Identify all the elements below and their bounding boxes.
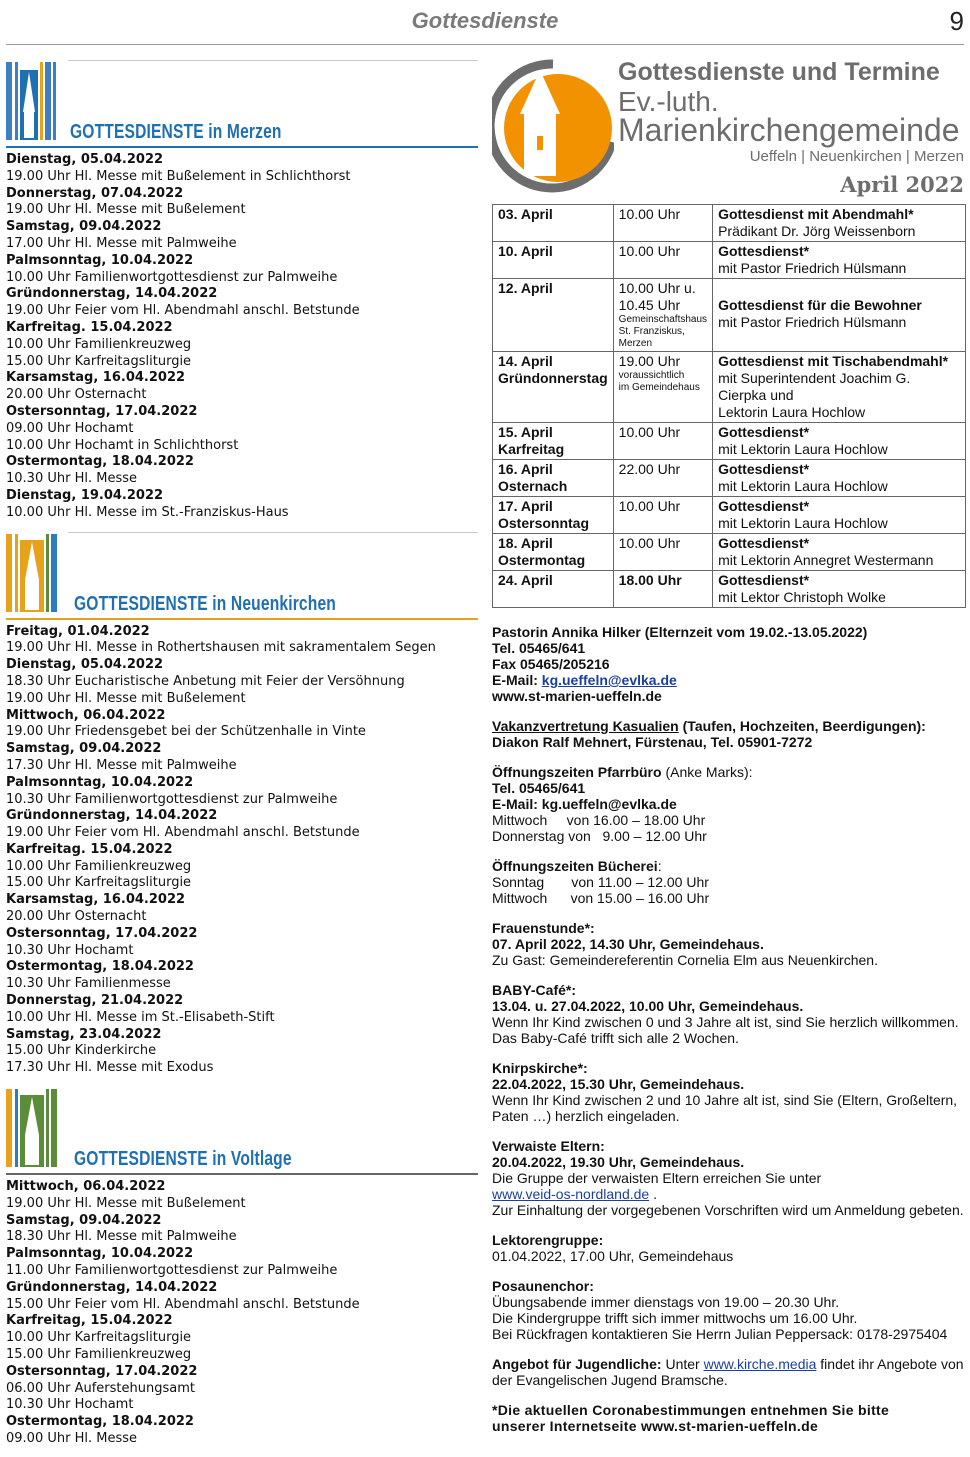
schedule-line: 10.00 Uhr Familienwortgottesdienst zur Palmweihe <box>6 269 338 285</box>
schedule-date: Karsamstag, 16.04.2022 <box>6 370 186 386</box>
schedule-line: 10.00 Uhr Familienkreuzweg <box>6 858 192 874</box>
schedule-time: 10.00 Uhr <box>613 242 712 279</box>
schedule-service: Gottesdienst mit Tischabendmahl* mit Superintendent Joachim G. Cierpka und Lektorin Laura Hochlow <box>713 352 966 423</box>
schedule-time: 18.00 Uhr <box>613 571 712 608</box>
schedule-line: 10.00 Uhr Hl. Messe im St.-Franziskus-Haus <box>6 504 289 520</box>
neuenkirchen-section-title: GOTTESDIENSTE in Neuenkirchen <box>74 592 336 615</box>
schedule-day: 16. April Osternach <box>493 460 614 497</box>
schedule-line: 15.00 Uhr Familienkreuzweg <box>6 1347 192 1363</box>
schedule-line: 19.00 Uhr Hl. Messe mit Bußelement <box>6 690 246 706</box>
schedule-line: 10.30 Uhr Familienwortgottesdienst zur Palmweihe <box>6 791 338 807</box>
posaunenchor-block: Posaunenchor: Übungsabende immer dienstags von 19.00 – 20.30 Uhr. Die Kindergruppe trifft sich immer mittwochs um 16.00 Uhr. Bei Rückfragen kontaktieren Sie Herrn Julian Peppersack: 0178-2975404 <box>492 1278 948 1342</box>
schedule-day: 24. April <box>493 571 614 608</box>
schedule-service: Gottesdienst* mit Lektorin Laura Hochlow <box>713 423 966 460</box>
schedule-time: 10.00 Uhr <box>613 423 712 460</box>
schedule-date: Mittwoch, 06.04.2022 <box>6 1179 166 1195</box>
schedule-line: 19.00 Uhr Hl. Messe mit Bußelement <box>6 1195 246 1211</box>
schedule-row <box>493 534 966 571</box>
pfarrbuero-block: Öffnungszeiten Pfarrbüro (Anke Marks): Tel. 05465/641 E-Mail: kg.ueffeln@evlka.de Mittwoch von 16.00 – 18.00 Uhr Donnerstag von 9.00 – 12.00 Uhr <box>492 764 753 844</box>
schedule-date: Ostermontag, 18.04.2022 <box>6 959 194 975</box>
schedule-line: 17.30 Uhr Hl. Messe mit Exodus <box>6 1060 214 1076</box>
schedule-day: 14. April Gründonnerstag <box>493 352 614 423</box>
schedule-date: Ostersonntag, 17.04.2022 <box>6 925 198 941</box>
schedule-date: Gründonnerstag, 14.04.2022 <box>6 286 218 302</box>
schedule-row <box>493 423 966 460</box>
schedule-date: Gründonnerstag, 14.04.2022 <box>6 808 218 824</box>
schedule-line: 17.30 Uhr Hl. Messe mit Palmweihe <box>6 757 237 773</box>
schedule-line: 19.00 Uhr Hl. Messe mit Bußelement in Schlichthorst <box>6 168 351 184</box>
kirche-media-link[interactable]: www.kirche.media <box>703 1356 817 1372</box>
contact-fax: Fax 05465/205216 <box>492 656 610 672</box>
schedule-line: 15.00 Uhr Kinderkirche <box>6 1043 157 1059</box>
schedule-day: 10. April <box>493 242 614 279</box>
buecherei-block: Öffnungszeiten Bücherei: Sonntag von 11.00 – 12.00 Uhr Mittwoch von 15.00 – 16.00 Uhr <box>492 858 710 906</box>
schedule-time: 19.00 Uhr voraussichtlich im Gemeindehaus <box>613 352 712 423</box>
schedule-line: 10.00 Uhr Karfreitagsliturgie <box>6 1330 192 1346</box>
schedule-line: 15.00 Uhr Karfreitagsliturgie <box>6 353 192 369</box>
schedule-date: Dienstag, 05.04.2022 <box>6 152 164 167</box>
schedule-row <box>493 497 966 534</box>
pastor-line: Pastorin Annika Hilker (Elternzeit vom 19.02.-13.05.2022) <box>492 624 868 640</box>
schedule-line: 15.00 Uhr Karfreitagsliturgie <box>6 875 192 891</box>
voltlage-schedule-list <box>6 1179 478 1448</box>
marienkirche-logo-block <box>492 58 966 204</box>
schedule-line: 19.00 Uhr Hl. Messe in Rothertshausen mit sakramentalem Segen <box>6 640 436 656</box>
schedule-day: 15. April Karfreitag <box>493 423 614 460</box>
contact-block: Pastorin Annika Hilker (Elternzeit vom 19.02.-13.05.2022) Tel. 05465/641 Fax 05465/205216 E-Mail: kg.ueffeln@evlka.de www.st-marien-ueffeln.de <box>492 624 966 704</box>
schedule-line: 10.30 Uhr Familienmesse <box>6 976 171 992</box>
voltlage-banner <box>6 1087 478 1179</box>
schedule-day: 17. April Ostersonntag <box>493 497 614 534</box>
schedule-line: 19.00 Uhr Feier vom Hl. Abendmahl anschl. Betstunde <box>6 825 360 841</box>
schedule-date: Ostersonntag, 17.04.2022 <box>6 403 198 419</box>
schedule-date: Ostermontag, 18.04.2022 <box>6 454 194 470</box>
verwaiste-eltern-block: Verwaiste Eltern: 20.04.2022, 19.30 Uhr, Gemeindehaus. Die Gruppe der verwaisten Eltern erreichen Sie unter www.veid-os-nordland.de . Zur Einhaltung der vorgegebenen Vorschriften wird um Anmeldung gebeten. <box>492 1138 964 1218</box>
schedule-date: Gründonnerstag, 14.04.2022 <box>6 1279 218 1295</box>
schedule-date: Donnerstag, 07.04.2022 <box>6 185 184 201</box>
schedule-row <box>493 352 966 423</box>
schedule-service: Gottesdienst mit Abendmahl* Prädikant Dr. Jörg Weissenborn <box>713 205 966 242</box>
schedule-date: Palmsonntag, 10.04.2022 <box>6 252 194 268</box>
schedule-day: 03. April <box>493 205 614 242</box>
contact-tel: Tel. 05465/641 <box>492 640 586 656</box>
schedule-date: Karsamstag, 16.04.2022 <box>6 892 186 908</box>
schedule-line: 19.00 Uhr Hl. Messe mit Bußelement <box>6 202 246 218</box>
church-tower-logo-neuenkirchen <box>6 534 62 612</box>
vakanz-block: Vakanzvertretung Kasualien (Taufen, Hochzeiten, Beerdigungen): Diakon Ralf Mehnert, Fürstenau, Tel. 05901-7272 <box>492 718 926 750</box>
schedule-service: Gottesdienst* mit Lektorin Laura Hochlow <box>713 497 966 534</box>
schedule-line: 09.00 Uhr Hochamt <box>6 420 134 436</box>
corona-note: *Die aktuellen Coronabestimmungen entnehmen Sie bitte unserer Internetseite www.st-marien-ueffeln.de <box>492 1402 890 1434</box>
church-tower-logo-voltlage <box>6 1089 62 1167</box>
schedule-line: 10.30 Uhr Hochamt <box>6 942 134 958</box>
schedule-line: 20.00 Uhr Osternacht <box>6 909 147 925</box>
merzen-schedule-list <box>6 152 478 522</box>
knirpskirche-block: Knirpskirche*: 22.04.2022, 15.30 Uhr, Gemeindehaus. Wenn Ihr Kind zwischen 2 und 10 Jahre alt ist, sind Sie (Eltern, Großeltern, Paten …) herzlich eingeladen. <box>492 1060 958 1124</box>
logo-month: April 2022 <box>840 172 964 197</box>
logo-ev-luth: Ev.-luth. <box>618 86 719 117</box>
church-tower-logo-merzen <box>6 62 58 140</box>
schedule-service: Gottesdienst* mit Lektorin Annegret Westermann <box>713 534 966 571</box>
schedule-line: 09.00 Uhr Hl. Messe <box>6 1431 137 1446</box>
schedule-line: 10.00 Uhr Familienkreuzweg <box>6 336 192 352</box>
schedule-line: 10.30 Uhr Hochamt <box>6 1397 134 1413</box>
info-section <box>492 624 966 1434</box>
contact-email-link[interactable]: kg.ueffeln@evlka.de <box>541 672 677 688</box>
schedule-service: Gottesdienst* mit Lektorin Laura Hochlow <box>713 460 966 497</box>
schedule-date: Samstag, 23.04.2022 <box>6 1026 162 1042</box>
schedule-service: Gottesdienst* mit Pastor Friedrich Hülsmann <box>713 242 966 279</box>
schedule-line: 15.00 Uhr Feier vom Hl. Abendmahl anschl. Betstunde <box>6 1296 360 1312</box>
merzen-banner <box>6 60 478 152</box>
page-number: 9 <box>949 6 964 36</box>
schedule-line: 18.30 Uhr Hl. Messe mit Palmweihe <box>6 1229 237 1245</box>
schedule-line: 17.00 Uhr Hl. Messe mit Palmweihe <box>6 235 237 251</box>
schedule-date: Dienstag, 19.04.2022 <box>6 487 164 503</box>
schedule-time: 10.00 Uhr u. 10.45 Uhr Gemeinschaftshaus St. Franziskus, Merzen <box>613 279 712 352</box>
schedule-date: Ostersonntag, 17.04.2022 <box>6 1363 198 1379</box>
schedule-date: Dienstag, 05.04.2022 <box>6 657 164 673</box>
logo-parish-name: Marienkirchengemeinde <box>618 112 960 148</box>
right-column <box>492 58 966 1448</box>
schedule-line: 19.00 Uhr Feier vom Hl. Abendmahl anschl. Betstunde <box>6 303 360 319</box>
schedule-row <box>493 460 966 497</box>
logo-heading: Gottesdienste und Termine <box>618 58 940 86</box>
schedule-line: 20.00 Uhr Osternacht <box>6 387 147 403</box>
header-divider <box>6 44 964 45</box>
left-column <box>6 60 478 1448</box>
contact-web: www.st-marien-ueffeln.de <box>492 688 662 704</box>
schedule-date: Palmsonntag, 10.04.2022 <box>6 1246 194 1262</box>
baby-cafe-block: BABY-Café*: 13.04. u. 27.04.2022, 10.00 Uhr, Gemeindehaus. Wenn Ihr Kind zwischen 0 und 3 Jahre alt ist, sind Sie herzlich willkommen. Das Baby-Café trifft sich alle 2 Wochen. <box>492 982 959 1046</box>
schedule-time: 10.00 Uhr <box>613 534 712 571</box>
schedule-line: 10.30 Uhr Hl. Messe <box>6 471 137 487</box>
schedule-row <box>493 205 966 242</box>
schedule-line: 19.00 Uhr Friedensgebet bei der Schützenhalle in Vinte <box>6 724 366 740</box>
schedule-service: Gottesdienst* mit Lektor Christoph Wolke <box>713 571 966 608</box>
schedule-line: 18.30 Uhr Eucharistische Anbetung mit Feier der Versöhnung <box>6 673 405 689</box>
schedule-service: Gottesdienst für die Bewohner mit Pastor Friedrich Hülsmann <box>713 279 966 352</box>
neuenkirchen-banner <box>6 532 478 624</box>
schedule-date: Karfreitag, 15.04.2022 <box>6 1313 173 1329</box>
schedule-day: 12. April <box>493 279 614 352</box>
neuenkirchen-schedule-list <box>6 624 478 1078</box>
schedule-date: Samstag, 09.04.2022 <box>6 219 162 235</box>
veid-link[interactable]: www.veid-os-nordland.de <box>492 1186 650 1202</box>
schedule-day: 18. April Ostermontag <box>493 534 614 571</box>
service-schedule-table <box>492 204 966 608</box>
church-circle-logo <box>492 58 614 198</box>
schedule-date: Samstag, 09.04.2022 <box>6 741 162 757</box>
schedule-date: Mittwoch, 06.04.2022 <box>6 707 166 723</box>
schedule-row <box>493 571 966 608</box>
schedule-line: 10.00 Uhr Hl. Messe im St.-Elisabeth-Stift <box>6 1009 275 1025</box>
schedule-date: Karfreitag. 15.04.2022 <box>6 841 173 857</box>
logo-locations: Ueffeln | Neuenkirchen | Merzen <box>749 148 964 165</box>
schedule-time: 10.00 Uhr <box>613 497 712 534</box>
frauenstunde-block: Frauenstunde*: 07. April 2022, 14.30 Uhr, Gemeindehaus. Zu Gast: Gemeindereferentin Cornelia Elm aus Neuenkirchen. <box>492 920 878 968</box>
schedule-date: Ostermontag, 18.04.2022 <box>6 1414 194 1430</box>
schedule-time: 10.00 Uhr <box>613 205 712 242</box>
schedule-line: 06.00 Uhr Auferstehungsamt <box>6 1380 195 1396</box>
schedule-time: 22.00 Uhr <box>613 460 712 497</box>
schedule-date: Karfreitag. 15.04.2022 <box>6 319 173 335</box>
voltlage-section-title: GOTTESDIENSTE in Voltlage <box>74 1148 292 1171</box>
schedule-date: Samstag, 09.04.2022 <box>6 1212 162 1228</box>
schedule-line: 10.00 Uhr Hochamt in Schlichthorst <box>6 437 239 453</box>
page-header-title: Gottesdienste <box>411 8 559 33</box>
schedule-row <box>493 242 966 279</box>
schedule-date: Donnerstag, 21.04.2022 <box>6 993 184 1009</box>
lektorengruppe-block: Lektorengruppe: 01.04.2022, 17.00 Uhr, Gemeindehaus <box>492 1232 734 1264</box>
schedule-date: Palmsonntag, 10.04.2022 <box>6 774 194 790</box>
schedule-line: 11.00 Uhr Familienwortgottesdienst zur Palmweihe <box>6 1263 338 1279</box>
schedule-row <box>493 279 966 352</box>
merzen-section-title: GOTTESDIENSTE in Merzen <box>70 121 282 143</box>
jugend-block: Angebot für Jugendliche: Unter www.kirche.media findet ihr Angebote von der Evangelischen Jugend Bramsche. <box>492 1356 964 1388</box>
schedule-date: Freitag, 01.04.2022 <box>6 623 150 639</box>
